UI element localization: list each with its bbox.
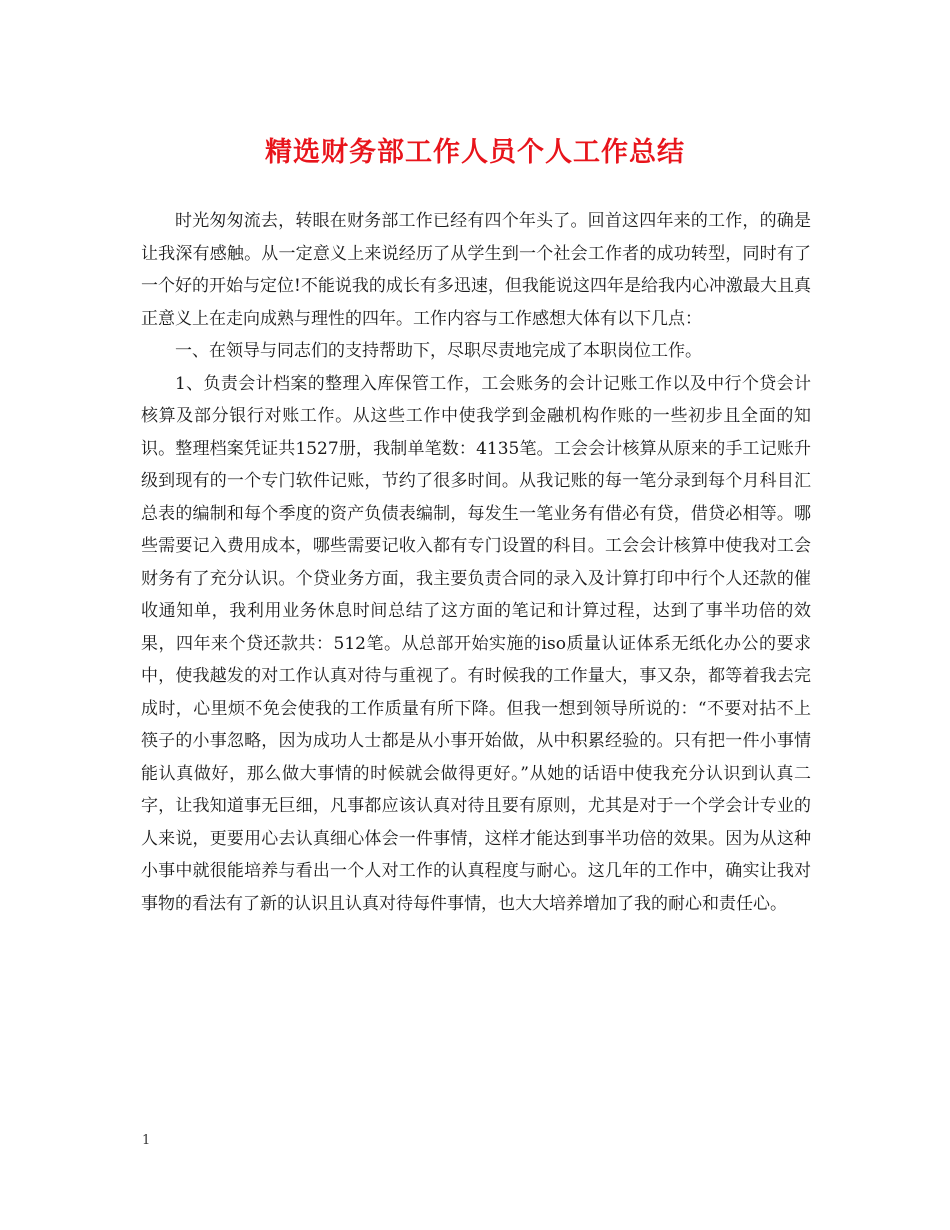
paragraph-intro: 时光匆匆流去，转眼在财务部工作已经有四个年头了。回首这四年来的工作，的确是让我深有感触。从一定意义上来说经历了从学生到一个社会工作者的成功转型，同时有了一个好的开始与定位!不能说我的成长有多迅速，但我能说这四年是给我内心冲激最大且真正意义上在走向成熟与理性的四年。工作内容与工作感想大体有以下几点：: [141, 211, 811, 329]
document-title: 精选财务部工作人员个人工作总结: [265, 137, 685, 168]
page-number: 1: [142, 1133, 151, 1148]
document-body: [141, 205, 811, 920]
paragraph-section-heading: 一、在领导与同志们的支持帮助下，尽职尽责地完成了本职岗位工作。: [175, 341, 702, 361]
paragraph-item-1: 1、负责会计档案的整理入库保管工作，工会账务的会计记账工作以及中行个贷会计核算及部分银行对账工作。从这些工作中使我学到金融机构作账的一些初步且全面的知识。整理档案凭证共1527册，我制单笔数：4135笔。工会会计核算从原来的手工记账升级到现有的一个专门软件记账，节约了很多时间。从我记账的每一笔分录到每个月科目汇总表的编制和每个季度的资产负债表编制，每发生一笔业务有借必有贷，借贷必相等。哪些需要记入费用成本，哪些需要记收入都有专门设置的科目。工会会计核算中使我对工会财务有了充分认识。个贷业务方面，我主要负责合同的录入及计算打印中行个人还款的催收通知单，我利用业务休息时间总结了这方面的笔记和计算过程，达到了事半功倍的效果，四年来个贷还款共：512笔。从总部开始实施的iso质量认证体系无纸化办公的要求中，使我越发的对工作认真对待与重视了。有时候我的工作量大，事又杂，都等着我去完成时，心里烦不免会使我的工作质量有所下降。但我一想到领导所说的：“不要对拈不上筷子的小事忽略，因为成功人士都是从小事开始做，从中积累经验的。只有把一件小事情能认真做好，那么做大事情的时候就会做得更好。”从她的话语中使我充分认识到认真二字，让我知道事无巨细，凡事都应该认真对待且要有原则，尤其是对于一个学会计专业的人来说，更要用心去认真细心体会一件事情，这样才能达到事半功倍的效果。因为从这种小事中就很能培养与看出一个人对工作的认真程度与耐心。这几年的工作中，确实让我对事物的看法有了新的认识且认真对待每件事情，也大大培养增加了我的耐心和责任心。: [141, 373, 811, 914]
